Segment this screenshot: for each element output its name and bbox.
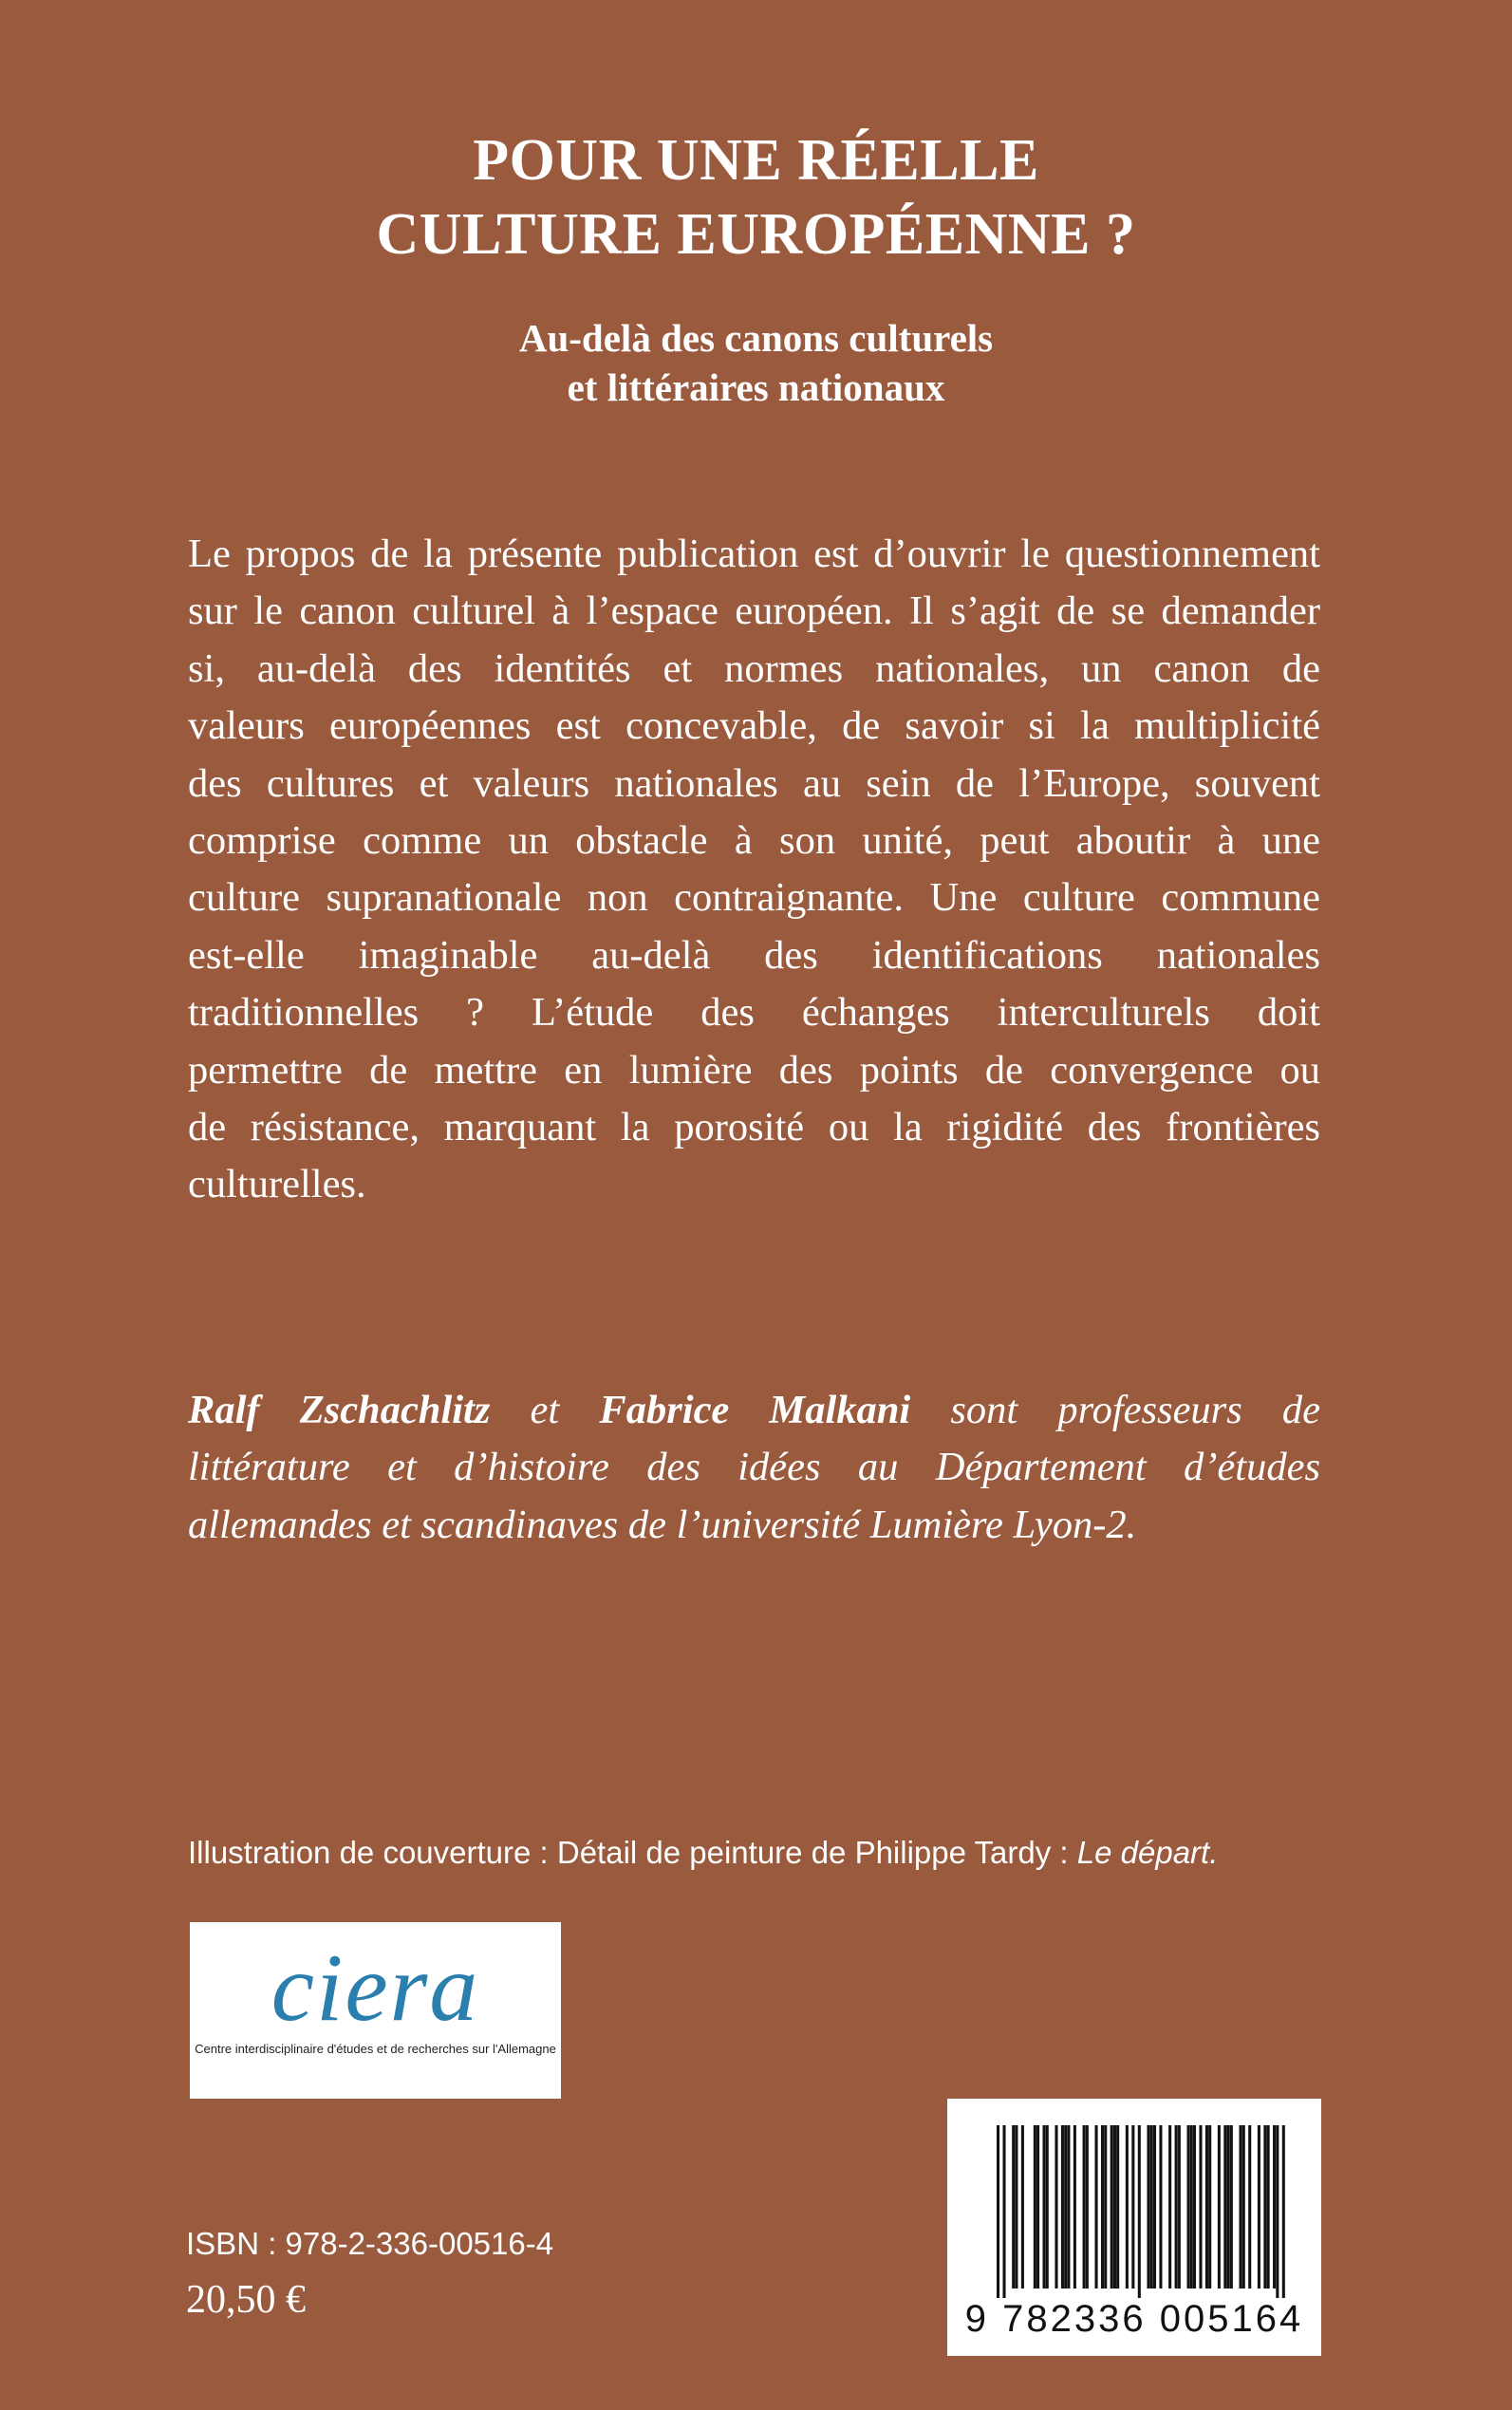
barcode-bar [1153, 2125, 1156, 2289]
book-subtitle [0, 313, 1512, 412]
description-line: traditionnelles ? L’étude des échanges interculturels doit [188, 990, 1320, 1036]
barcode-bar [1263, 2125, 1266, 2289]
barcode-bar [1104, 2125, 1107, 2289]
barcode-bar [1205, 2125, 1208, 2289]
barcode-bar [1101, 2125, 1104, 2289]
barcode-digits: 9 782336 005164 [964, 2298, 1304, 2340]
barcode-bar [1138, 2125, 1141, 2298]
barcode-bar [1230, 2125, 1233, 2289]
barcode-bar [1273, 2125, 1276, 2289]
barcode-bar [1061, 2125, 1064, 2289]
cover-credit-work: Le départ. [1076, 1835, 1219, 1870]
description-line: culture supranationale non contraignante. Une culture commune [188, 875, 1320, 921]
author-bio-line-2: littérature et d’histoire des idées au Département d’études [188, 1445, 1320, 1490]
barcode-bar [1193, 2125, 1196, 2289]
book-title [0, 123, 1512, 271]
barcode-bar [1036, 2125, 1039, 2289]
description-line: sur le canon culturel à l’espace européen. Il s’agit de se demander [188, 588, 1320, 634]
barcode-bar [1012, 2125, 1015, 2289]
barcode-bar [1168, 2125, 1171, 2289]
ciera-logo [190, 1922, 561, 2099]
barcode-bar [1111, 2125, 1113, 2289]
barcode-bar [1258, 2125, 1260, 2289]
title-line-1: POUR UNE RÉELLE [473, 128, 1039, 193]
author-bio-line-3: allemandes et scandinaves de l’université Lumière Lyon-2. [188, 1502, 1137, 1547]
barcode-bar [1043, 2125, 1046, 2289]
subtitle-line-1: Au-delà des canons culturels [518, 316, 994, 360]
barcode-bar [997, 2125, 999, 2298]
author-bio-line-1 [188, 1382, 1320, 1439]
description-line: est-elle imaginable au-delà des identifications nationales [188, 932, 1320, 978]
barcode-bar [1227, 2125, 1230, 2289]
barcode-bar [1190, 2125, 1193, 2289]
author-name-1: Ralf Zschachlitz [188, 1388, 491, 1432]
barcode-bar [1131, 2125, 1134, 2289]
barcode-bar [1046, 2125, 1049, 2289]
description-line: valeurs européennes est concevable, de savoir si la multiplicité [188, 703, 1320, 749]
barcode-bar [1242, 2125, 1245, 2289]
description-line: Le propos de la présente publication est d’ouvrir le questionnement [188, 532, 1320, 576]
description-line: comprise comme un obstacle à son unité, peut aboutir à une [188, 818, 1320, 864]
barcode-bars-icon [947, 2099, 1321, 2298]
barcode [947, 2099, 1321, 2356]
description-paragraph [188, 526, 1320, 1214]
barcode-bar [1126, 2125, 1129, 2289]
barcode-bar [1073, 2125, 1076, 2289]
price: 20,50 € [186, 2278, 306, 2322]
author-connector: et [490, 1388, 600, 1432]
author-bio-rest: sont professeurs de [910, 1388, 1321, 1432]
ciera-logo-wordmark: ciera [271, 1934, 480, 2042]
barcode-bar [1282, 2125, 1285, 2298]
barcode-bar [1239, 2125, 1241, 2289]
barcode-bar [1034, 2125, 1036, 2289]
barcode-bar [1150, 2125, 1153, 2289]
barcode-bar [1055, 2125, 1057, 2289]
barcode-bar [1208, 2125, 1211, 2289]
ciera-logo-tagline: Centre interdisciplinaire d'études et de recherches sur l'Allemagne [195, 2042, 556, 2056]
barcode-bar [1159, 2125, 1162, 2289]
barcode-bar [1223, 2125, 1226, 2289]
barcode-bar [1218, 2125, 1221, 2289]
barcode-bar [1175, 2125, 1178, 2289]
subtitle-line-2: et littéraires nationaux [567, 365, 945, 409]
description-line: si, au-delà des identités et normes nationales, un canon de [188, 645, 1320, 691]
barcode-bar [1187, 2125, 1190, 2289]
cover-credit-text: Illustration de couverture : Détail de peinture de Philippe Tardy : [188, 1835, 1077, 1870]
barcode-bar [1113, 2125, 1116, 2289]
barcode-bar [1064, 2125, 1067, 2289]
barcode-bar [1267, 2125, 1270, 2289]
barcode-bar [1002, 2125, 1005, 2298]
title-line-2: CULTURE EUROPÉENNE ? [376, 202, 1136, 267]
barcode-bar [1086, 2125, 1089, 2289]
author-name-2: Fabrice Malkani [599, 1388, 911, 1432]
author-bio [188, 1382, 1320, 1554]
barcode-bar [1147, 2125, 1149, 2289]
isbn: ISBN : 978-2-336-00516-4 [186, 2226, 554, 2261]
description-line: de résistance, marquant la porosité ou la rigidité des frontières [188, 1105, 1320, 1150]
barcode-bar [1116, 2125, 1119, 2289]
description-line: permettre de mettre en lumière des points de convergence ou [188, 1047, 1320, 1093]
description-line: culturelles. [188, 1162, 366, 1207]
barcode-bar [1276, 2125, 1279, 2298]
barcode-bar [1178, 2125, 1181, 2289]
barcode-bar [1199, 2125, 1202, 2289]
barcode-bar [1021, 2125, 1024, 2289]
description-line: des cultures et valeurs nationales au sein de l’Europe, souvent [188, 760, 1320, 806]
barcode-bar [1083, 2125, 1086, 2289]
barcode-bar [1248, 2125, 1251, 2289]
barcode-bar [1067, 2125, 1070, 2289]
barcode-bar [1094, 2125, 1097, 2289]
cover-credit [188, 1832, 1218, 1874]
barcode-bar [1015, 2125, 1017, 2289]
